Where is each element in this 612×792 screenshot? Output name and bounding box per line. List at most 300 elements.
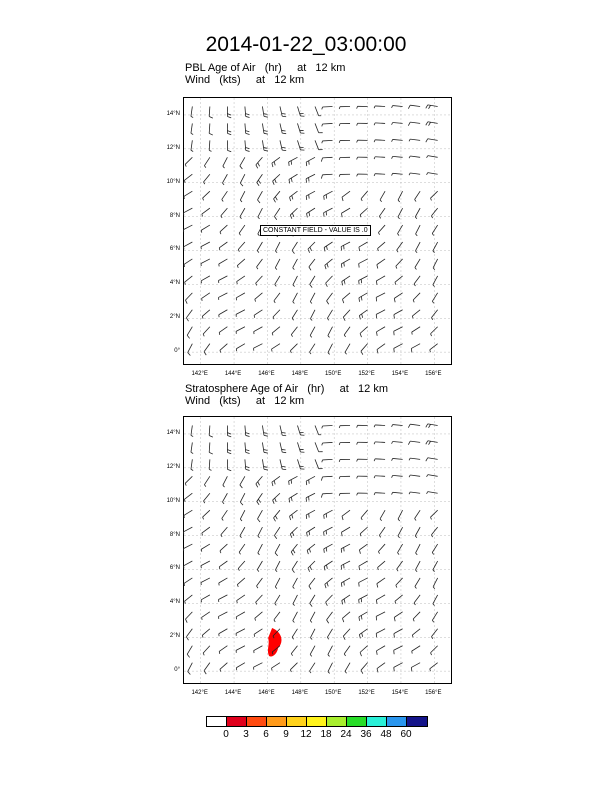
wind-barb <box>310 276 315 288</box>
wind-barb <box>307 544 315 554</box>
wind-barb <box>359 578 368 587</box>
lon-tick-label: 142°E <box>191 371 208 377</box>
wind-barb <box>345 663 350 674</box>
lat-tick-label: 10°N <box>166 178 180 185</box>
wind-barb <box>328 327 333 338</box>
wind-barb <box>315 140 323 149</box>
wind-barb <box>240 157 245 169</box>
wind-barb <box>432 293 437 303</box>
wind-barb <box>254 327 263 334</box>
wind-barb <box>394 646 403 655</box>
wind-barb <box>236 646 245 653</box>
wind-barb <box>324 208 333 217</box>
panel1-title-line1: PBL Age of Air (hr) at 12 km <box>185 62 346 74</box>
wind-barb <box>328 344 333 355</box>
wind-barb <box>432 225 437 235</box>
wind-barb <box>412 629 420 638</box>
wind-barb <box>236 293 245 300</box>
wind-barb <box>245 425 250 436</box>
wind-barb <box>357 493 368 495</box>
wind-barb <box>219 327 227 335</box>
wind-barb <box>374 157 385 159</box>
wind-barb <box>357 123 368 125</box>
wind-barb <box>258 544 263 555</box>
wind-barb <box>188 344 193 356</box>
wind-barb <box>322 425 333 428</box>
colorbar-swatch <box>407 717 427 726</box>
wind-barb <box>325 578 333 588</box>
lat-tick-label: 14°N <box>166 429 180 436</box>
wind-barb <box>275 595 280 606</box>
wind-barb <box>203 191 210 200</box>
wind-barb <box>272 327 280 336</box>
panel2-map <box>183 416 452 684</box>
wind-barb <box>408 424 420 428</box>
wind-barb <box>395 276 403 285</box>
wind-barb <box>376 327 385 336</box>
wind-barb <box>274 612 280 622</box>
colorbar-label: 24 <box>340 729 352 740</box>
wind-barb <box>290 510 298 520</box>
wind-barb <box>321 493 332 497</box>
wind-barb <box>289 493 298 502</box>
wind-barb <box>273 174 280 185</box>
wind-barb <box>309 259 315 270</box>
lat-tick-label: 8°N <box>169 531 180 538</box>
wind-barb <box>374 442 385 444</box>
wind-barb <box>274 208 280 220</box>
wind-barb <box>378 544 385 554</box>
wind-barb <box>293 293 298 304</box>
wind-barb <box>219 629 228 636</box>
wind-barb <box>254 344 263 351</box>
wind-barb <box>222 493 227 504</box>
wind-barb <box>342 293 350 303</box>
wind-barb <box>274 191 280 202</box>
wind-barb <box>327 310 332 321</box>
wind-barb <box>321 157 332 161</box>
wind-barb <box>188 663 193 675</box>
wind-barb <box>254 629 262 637</box>
wind-barb <box>272 476 280 486</box>
wind-barb <box>209 442 213 454</box>
wind-barb <box>315 425 321 434</box>
wind-barb <box>257 174 263 186</box>
wind-barb <box>245 442 250 453</box>
wind-barb <box>376 293 385 302</box>
colorbar-swatch <box>247 717 267 726</box>
wind-barb <box>395 595 403 604</box>
wind-barb <box>374 140 385 142</box>
wind-barb <box>357 106 368 108</box>
wind-barb <box>359 259 368 268</box>
wind-barb <box>240 510 245 521</box>
wind-barb <box>409 173 420 175</box>
wind-barb <box>324 510 333 519</box>
colorbar-label: 60 <box>400 729 412 740</box>
wind-barb <box>327 629 332 640</box>
wind-barb <box>426 458 438 461</box>
wind-barb <box>245 140 250 151</box>
wind-barb <box>374 459 385 461</box>
wind-barb <box>187 646 192 658</box>
wind-barb <box>359 612 368 621</box>
lat-tick-label: 0° <box>174 667 180 674</box>
wind-barb <box>227 442 231 453</box>
wind-barb <box>315 123 323 132</box>
colorbar-label: 48 <box>380 729 392 740</box>
wind-barb <box>339 425 350 428</box>
wind-barb <box>341 259 350 268</box>
wind-barb <box>426 424 438 428</box>
colorbar-swatch <box>227 717 247 726</box>
wind-barb <box>202 208 210 216</box>
wind-barb <box>204 663 210 674</box>
wind-barb <box>328 663 333 674</box>
lon-tick-label: 144°E <box>224 690 242 696</box>
wind-barb <box>342 510 350 520</box>
lon-tick-label: 148°E <box>291 690 309 696</box>
wind-barb <box>343 629 350 640</box>
wind-barb <box>185 276 193 285</box>
wind-barb <box>433 259 438 270</box>
wind-barb <box>415 259 420 270</box>
wind-barb <box>343 310 350 321</box>
wind-barb <box>191 106 193 117</box>
wind-barb <box>344 327 350 337</box>
wind-barb <box>275 276 280 287</box>
wind-barb <box>290 191 298 201</box>
wind-barb <box>378 561 386 570</box>
wind-barb <box>184 561 193 568</box>
wind-barb <box>309 578 315 589</box>
wind-barb <box>374 476 385 478</box>
wind-barb <box>374 425 385 427</box>
wind-barb <box>374 174 385 176</box>
wind-barb <box>227 140 231 151</box>
wind-barb <box>376 310 385 319</box>
wind-barb <box>409 492 420 494</box>
wind-barb <box>315 442 323 451</box>
wind-barb <box>339 442 350 445</box>
wind-barb <box>262 140 267 151</box>
wind-barb <box>433 578 438 589</box>
lat-tick-label: 6°N <box>169 246 180 253</box>
wind-barb <box>324 544 333 553</box>
wind-barb <box>415 191 421 201</box>
wind-barb <box>432 544 437 554</box>
wind-barb <box>184 259 192 267</box>
wind-barb <box>257 493 263 505</box>
wind-barb <box>275 242 280 253</box>
wind-barb <box>219 276 228 283</box>
wind-barb <box>398 510 403 521</box>
wind-barb <box>202 310 210 319</box>
wind-barb <box>415 578 420 589</box>
wind-barb <box>321 476 332 480</box>
wind-barb <box>342 595 350 604</box>
wind-barb <box>191 442 193 453</box>
wind-barb <box>292 629 297 639</box>
wind-barb <box>219 612 228 619</box>
wind-barb <box>359 544 367 554</box>
lon-tick-label: 150°E <box>324 690 342 696</box>
wind-barb <box>257 259 263 269</box>
wind-barb <box>290 663 297 672</box>
wind-barb <box>185 157 192 166</box>
wind-barb <box>272 157 280 167</box>
wind-barb <box>219 646 227 654</box>
wind-barb <box>360 527 367 536</box>
lat-tick-label: 4°N <box>169 280 180 287</box>
wind-barb <box>219 595 228 602</box>
wind-barb <box>237 259 245 268</box>
wind-barb <box>185 612 192 623</box>
wind-barb <box>209 123 213 135</box>
wind-barb <box>412 646 420 654</box>
wind-barb <box>201 561 210 568</box>
wind-barb <box>360 208 367 217</box>
wind-barb <box>359 293 368 302</box>
wind-barb <box>408 441 420 445</box>
lon-tick-label: 146°E <box>258 690 275 696</box>
wind-barb <box>324 191 333 200</box>
wind-barb <box>201 578 210 585</box>
wind-barb <box>240 476 245 488</box>
lat-tick-label: 2°N <box>169 314 180 321</box>
wind-barb <box>292 561 297 573</box>
wind-barb <box>293 578 298 589</box>
wind-barb <box>203 646 210 656</box>
wind-barb <box>408 105 420 109</box>
wind-barb <box>308 242 315 253</box>
wind-barb <box>433 242 438 253</box>
wind-barb <box>291 646 297 656</box>
wind-barb <box>394 612 402 621</box>
wind-barb <box>256 595 263 605</box>
colorbar-label: 0 <box>223 729 229 740</box>
wind-barb <box>306 157 315 166</box>
colorbar-swatch <box>207 717 227 726</box>
wind-barb <box>237 578 245 587</box>
wind-barb <box>310 344 315 354</box>
wind-barb <box>357 442 368 444</box>
wind-barb <box>183 225 192 232</box>
wind-barb <box>306 510 315 519</box>
panel1-title-line2: Wind (kts) at 12 km <box>185 74 305 86</box>
wind-barb <box>236 612 245 619</box>
wind-barb <box>201 544 210 552</box>
wind-barb <box>184 191 192 199</box>
wind-barb <box>357 425 368 427</box>
wind-barb <box>290 208 297 219</box>
wind-barb <box>415 510 421 520</box>
wind-barb <box>256 157 263 168</box>
wind-barb <box>191 123 193 134</box>
wind-barb <box>394 293 402 302</box>
wind-barb <box>202 612 210 620</box>
panel2-map-plot <box>184 417 451 683</box>
wind-barb <box>255 612 263 621</box>
wind-barb <box>220 544 227 553</box>
lat-tick-label: 4°N <box>169 599 180 606</box>
wind-barb <box>257 191 262 203</box>
wind-barb <box>374 106 385 108</box>
wind-barb <box>185 476 192 485</box>
wind-barb <box>310 293 315 304</box>
wind-barb <box>187 327 192 339</box>
wind-barb <box>245 106 250 117</box>
wind-barb <box>415 561 420 572</box>
wind-barb <box>240 527 245 538</box>
wind-barb <box>290 344 297 353</box>
wind-barb <box>220 225 227 234</box>
colorbar-swatch <box>347 717 367 726</box>
wind-barb <box>201 276 210 283</box>
wind-barb <box>236 629 245 636</box>
wind-barb <box>359 276 368 285</box>
wind-barb <box>257 510 262 522</box>
wind-barb <box>324 561 332 570</box>
wind-barb <box>315 459 323 468</box>
wind-barb <box>209 425 213 437</box>
lon-tick-label: 144°E <box>224 371 242 377</box>
panel1-map <box>183 97 452 365</box>
wind-barb <box>219 259 228 267</box>
wind-barb <box>376 276 385 285</box>
wind-barb <box>291 327 297 337</box>
wind-barb <box>257 561 262 572</box>
lon-tick-label: 142°E <box>191 690 208 696</box>
wind-barb <box>239 225 245 235</box>
wind-barb <box>380 191 385 202</box>
wind-barb <box>359 242 368 251</box>
wind-barb <box>219 578 228 586</box>
wind-barb <box>184 208 193 215</box>
wind-barb <box>256 476 263 487</box>
wind-barb <box>426 441 438 445</box>
lon-tick-label: 154°E <box>391 690 409 696</box>
lat-tick-label: 10°N <box>166 497 180 504</box>
wind-barb <box>310 629 315 640</box>
wind-barb <box>327 293 333 304</box>
wind-barb <box>341 242 350 251</box>
lon-tick-label: 148°E <box>291 371 309 377</box>
wind-barb <box>240 191 245 202</box>
wind-barb <box>275 544 280 556</box>
wind-barb <box>293 595 298 606</box>
wind-barb <box>310 310 315 321</box>
wind-barb <box>292 242 297 254</box>
wind-barb <box>204 344 210 355</box>
wind-barb <box>339 459 350 462</box>
colorbar-label: 9 <box>283 729 289 740</box>
wind-barb <box>360 646 367 656</box>
wind-barb <box>357 476 368 478</box>
wind-barb <box>255 293 263 302</box>
wind-barb <box>339 493 350 496</box>
wind-barb <box>289 174 298 183</box>
wind-barb <box>222 510 228 520</box>
wind-barb <box>183 544 192 551</box>
colorbar-swatch <box>307 717 327 726</box>
panel2-title-line1: Stratosphere Age of Air (hr) at 12 km <box>185 383 388 395</box>
wind-barb <box>258 527 263 538</box>
wind-barb <box>341 578 350 587</box>
grid-lines <box>184 417 451 683</box>
wind-barb <box>203 510 210 519</box>
wind-barb <box>361 510 368 520</box>
wind-barb <box>219 293 228 300</box>
wind-barb <box>397 225 402 236</box>
wind-barb <box>427 156 438 158</box>
wind-barb <box>306 493 315 502</box>
wind-barb <box>254 310 262 318</box>
wind-barb <box>223 476 228 487</box>
wind-barb <box>426 122 438 126</box>
wind-barb <box>377 578 385 588</box>
wind-barb <box>262 123 267 134</box>
wind-barb <box>280 442 286 452</box>
wind-barb <box>227 123 231 134</box>
wind-barb <box>310 327 315 338</box>
wind-barb <box>412 327 420 335</box>
wind-barb <box>394 663 403 672</box>
wind-barb <box>223 157 228 168</box>
wind-barb <box>411 344 420 353</box>
wind-barb <box>359 595 368 604</box>
wind-barb <box>357 174 368 176</box>
wind-barb <box>280 425 286 435</box>
wind-barb <box>186 310 192 321</box>
wind-barb <box>245 459 250 470</box>
constant-field-note: CONSTANT FIELD - VALUE IS .0 <box>260 225 371 236</box>
wind-barb <box>257 242 262 253</box>
wind-barb <box>341 208 350 217</box>
wind-barb <box>237 276 245 284</box>
wind-barb <box>394 327 403 336</box>
wind-barb <box>293 612 298 623</box>
wind-barb <box>308 561 315 572</box>
wind-barb <box>273 310 280 319</box>
wind-barb <box>191 425 193 436</box>
wind-barb <box>345 344 350 355</box>
wind-barb <box>262 425 267 436</box>
wind-barb <box>432 612 437 622</box>
wind-barb <box>204 476 209 486</box>
wind-barb <box>321 174 332 178</box>
wind-barb <box>433 276 438 287</box>
wind-barb <box>396 578 403 588</box>
wind-barb <box>398 191 403 202</box>
wind-barb <box>322 140 333 143</box>
wind-barb <box>344 646 350 656</box>
age-of-air-shaded-region <box>268 628 282 657</box>
wind-barb <box>204 157 209 167</box>
wind-barb <box>209 106 213 118</box>
wind-barb <box>409 475 420 477</box>
wind-barb <box>275 259 280 270</box>
wind-barb <box>322 123 333 126</box>
wind-barb <box>339 106 350 109</box>
wind-barb <box>374 493 385 495</box>
wind-barb <box>185 595 193 604</box>
wind-barb <box>209 459 211 470</box>
lon-tick-label: 152°E <box>358 371 375 377</box>
wind-barb <box>376 646 385 655</box>
wind-barb <box>219 310 228 317</box>
wind-barb <box>306 476 315 485</box>
